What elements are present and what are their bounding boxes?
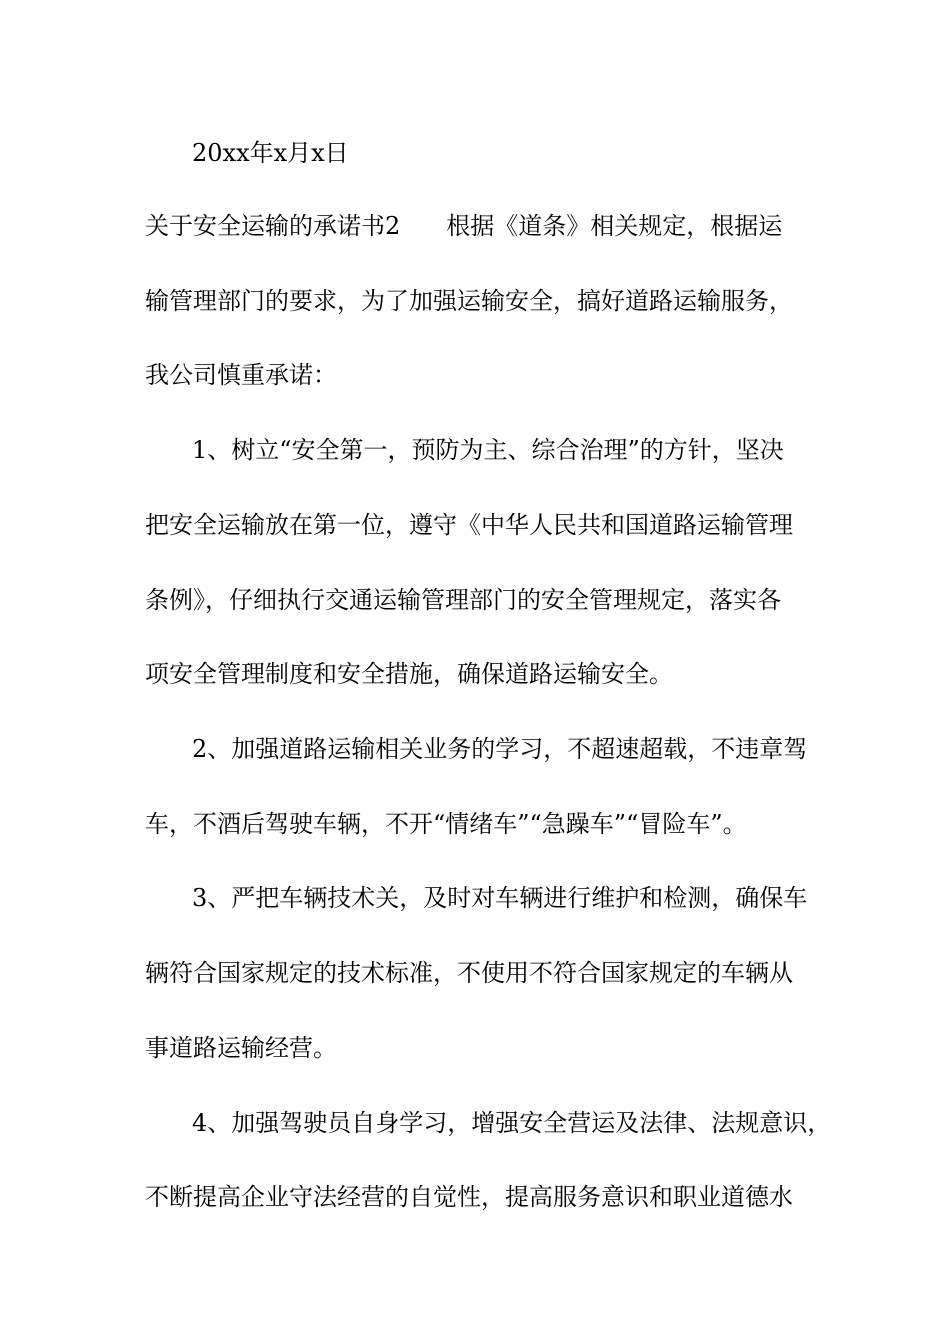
document-title: 关于安全运输的承诺书2 xyxy=(145,212,401,240)
paragraph-line: 不断提高企业守法经营的自觉性，提高服务意识和职业道德水 xyxy=(145,1183,793,1211)
paragraph-line: 把安全运输放在第一位，遵守《中华人民共和国道路运输管理 xyxy=(145,511,793,539)
paragraph-line: 事道路运输经营。 xyxy=(145,1034,337,1062)
paragraph-line: 4、加强驾驶员自身学习，增强安全营运及法律、法规意识， xyxy=(192,1109,832,1137)
paragraph-text: 根据《道条》相关规定，根据运 xyxy=(446,212,783,240)
paragraph-line: 输管理部门的要求，为了加强运输安全，搞好道路运输服务， xyxy=(145,287,793,315)
paragraph-line: 条例》，仔细执行交通运输管理部门的安全管理规定，落实各 xyxy=(145,586,781,614)
paragraph-line: 2、加强道路运输相关业务的学习，不超速超载，不违章驾 xyxy=(192,735,808,763)
paragraph-line: 项安全管理制度和安全措施，确保道路运输安全。 xyxy=(145,660,673,688)
date-line: 20xx年x月x日 xyxy=(192,139,349,167)
title-line xyxy=(145,209,782,243)
paragraph-line: 我公司慎重承诺： xyxy=(145,361,337,389)
paragraph-line: 3、严把车辆技术关，及时对车辆进行维护和检测，确保车 xyxy=(192,884,808,912)
paragraph-line: 1、树立“安全第一，预防为主、综合治理”的方针，坚决 xyxy=(192,436,784,464)
paragraph-line: 辆符合国家规定的技术标准，不使用不符合国家规定的车辆从 xyxy=(145,959,793,987)
paragraph-line: 车，不酒后驾驶车辆，不开“情绪车”“急躁车”“冒险车”。 xyxy=(145,810,747,838)
